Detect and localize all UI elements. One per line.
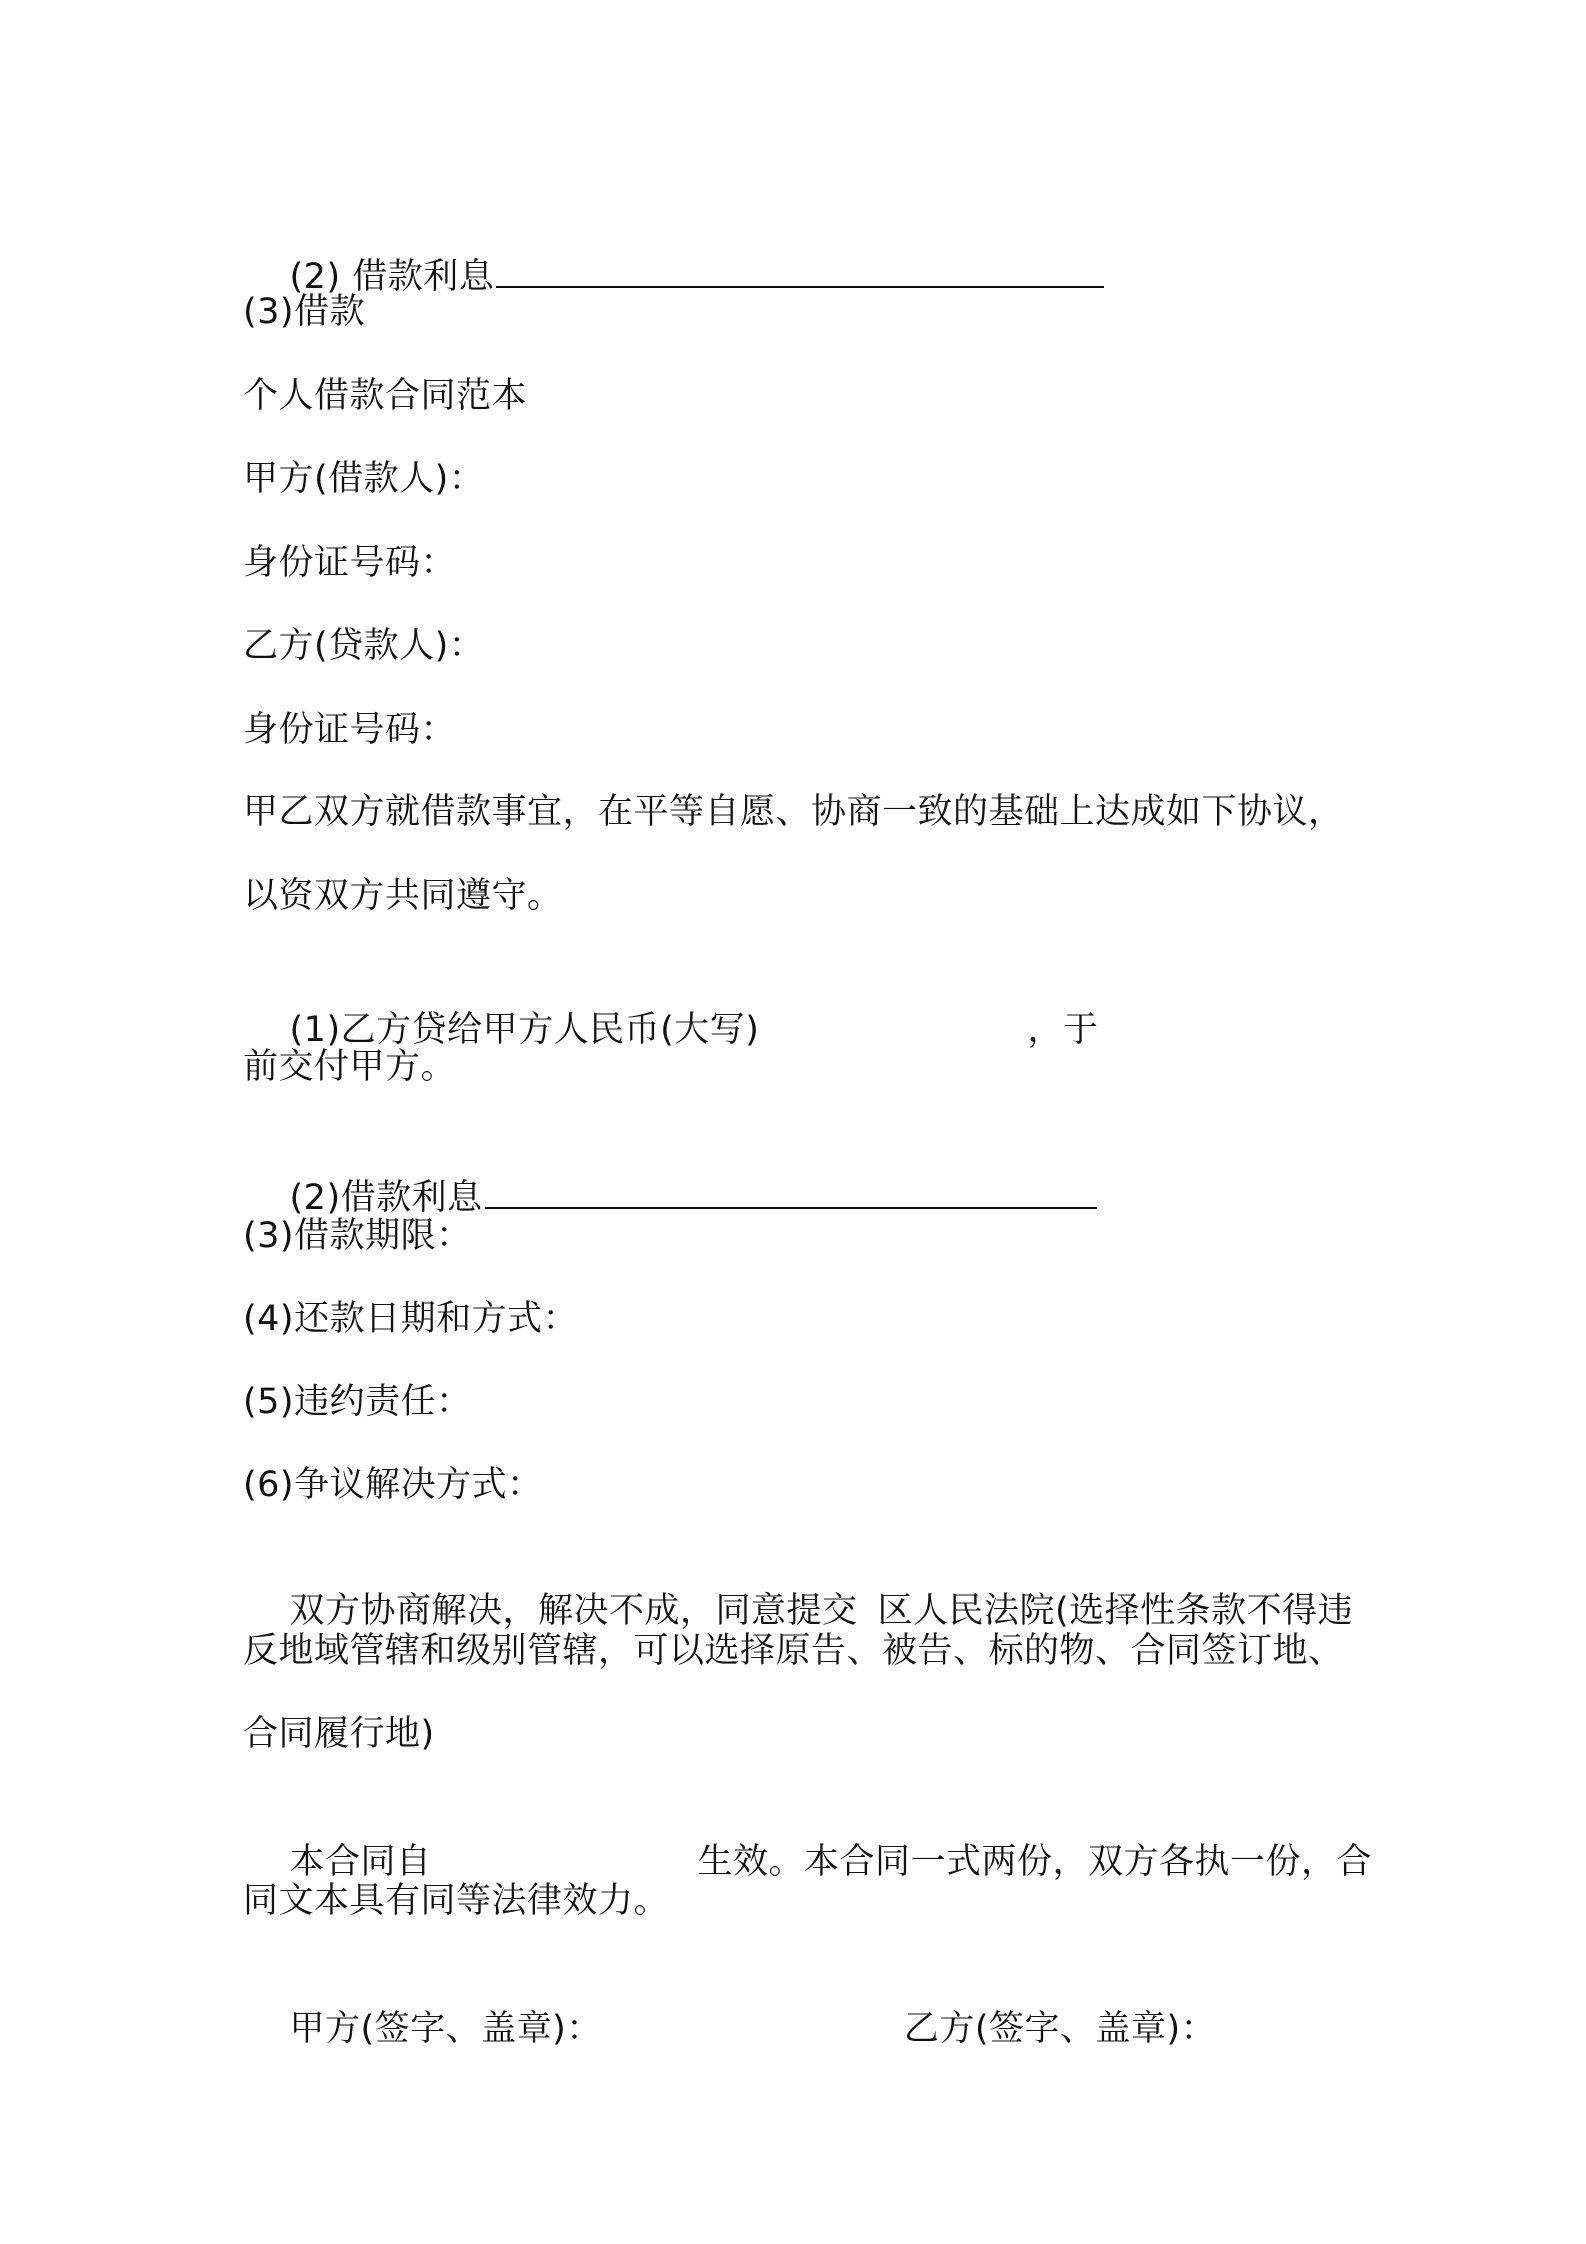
interest-clause-top — [243, 211, 1104, 297]
party-b-label: 乙方(贷款人)： — [243, 626, 485, 666]
dispute-text-a: 双方协商解决，解决不成，同意提交 — [289, 1591, 858, 1631]
agreement-intro-line1: 甲乙双方就借款事宜，在平等自愿、协商一致的基础上达成如下协议， — [243, 792, 1344, 832]
clause-3-term: (3)借款期限： — [243, 1216, 472, 1256]
effective-line1 — [243, 1796, 1373, 1882]
document-title: 个人借款合同范本 — [243, 376, 528, 416]
party-b-signature-label: 乙方(签字、盖章)： — [903, 2009, 1217, 2049]
interest-blank — [485, 1177, 1097, 1209]
clause-1-date-label: ，于 — [1027, 1010, 1099, 1050]
interest-label-top: (2) 借款利息 — [289, 257, 495, 297]
party-a-id-label: 身份证号码： — [243, 543, 457, 583]
clause-1-line2: 前交付甲方。 — [243, 1047, 457, 1087]
effective-text-b: 生效。本合同一式两份，双方各执一份，合 — [697, 1842, 1373, 1882]
effective-text-a: 本合同自 — [289, 1842, 432, 1882]
interest-blank-top — [496, 256, 1104, 288]
party-b-id-label: 身份证号码： — [243, 710, 457, 750]
clause-4-repayment: (4)还款日期和方式： — [243, 1299, 579, 1339]
clause-1-amount-label: (1)乙方贷给甲方人民币(大写) — [289, 1010, 760, 1050]
dispute-text-line3: 合同履行地) — [243, 1714, 435, 1754]
effective-line2: 同文本具有同等法律效力。 — [243, 1881, 670, 1921]
clause-1-line1 — [243, 964, 1099, 1050]
party-a-label: 甲方(借款人)： — [243, 459, 485, 499]
clause-6-dispute: (6)争议解决方式： — [243, 1465, 543, 1505]
loan-clause-fragment: (3)借款 — [243, 292, 366, 332]
signature-line — [243, 1963, 1217, 2049]
dispute-text-line1 — [243, 1545, 1354, 1631]
clause-5-liability: (5)违约责任： — [243, 1382, 472, 1422]
clause-2-interest — [243, 1132, 1097, 1218]
dispute-text-b: 区人民法院(选择性条款不得违 — [877, 1591, 1354, 1631]
clause-2-label: (2)借款利息 — [289, 1178, 483, 1218]
agreement-intro-line2: 以资双方共同遵守。 — [243, 876, 563, 916]
party-a-signature-label: 甲方(签字、盖章)： — [289, 2009, 602, 2049]
dispute-text-line2: 反地域管辖和级别管辖，可以选择原告、被告、标的物、合同签订地、 — [243, 1631, 1344, 1671]
